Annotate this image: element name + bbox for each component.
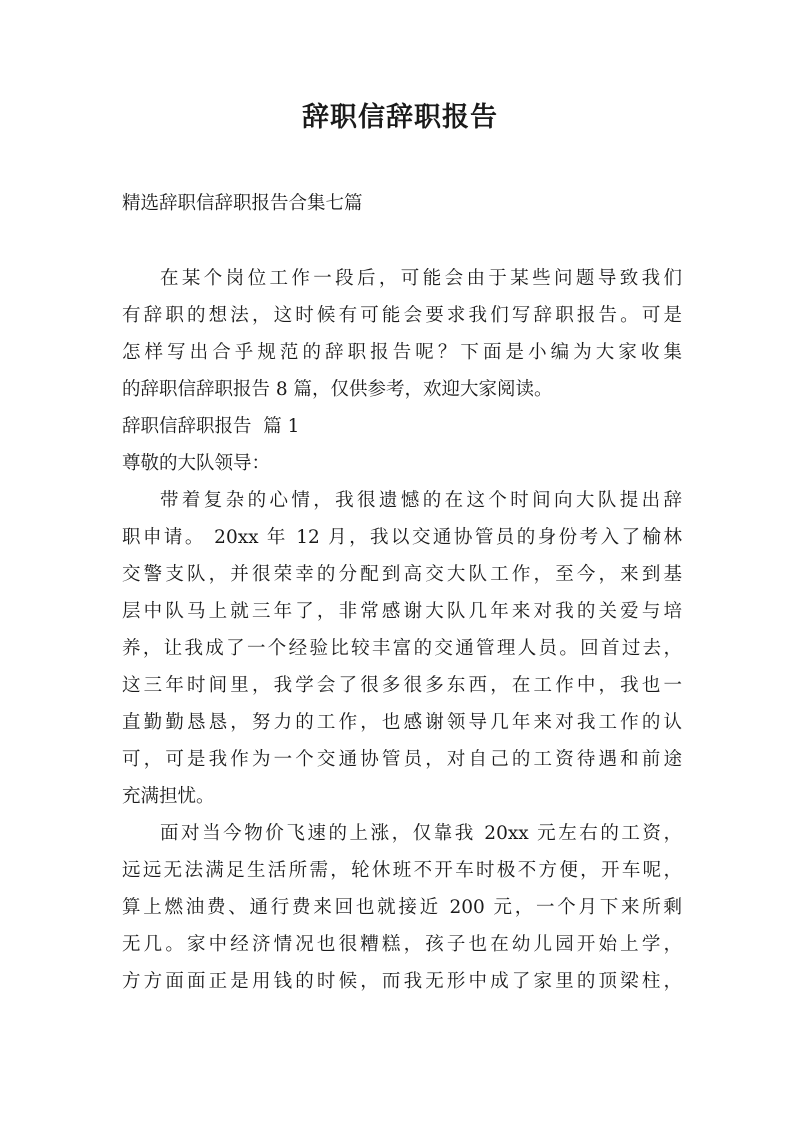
paragraph2-line: 面对当今物价飞速的上涨，仅靠我 20xx 元左右的工资， [160,823,682,844]
intro-line: 怎样写出合乎规范的辞职报告呢？下面是小编为大家收集 [122,342,682,363]
intro-line: 在某个岗位工作一段后，可能会由于某些问题导致我们 [160,268,682,289]
intro-line: 有辞职的想法，这时候有可能会要求我们写辞职报告。可是 [122,305,682,326]
section-heading: 辞职信辞职报告 篇 1 [122,416,300,437]
paragraph1-line: 这三年时间里，我学会了很多很多东西，在工作中，我也一 [122,675,682,696]
document-subtitle: 精选辞职信辞职报告合集七篇 [122,193,363,214]
paragraph1-line: 可，可是我作为一个交通协管员，对自己的工资待遇和前途 [122,749,682,770]
paragraph1-line: 充满担忧。 [122,786,215,807]
paragraph2-line: 无几。家中经济情况也很糟糕，孩子也在幼儿园开始上学， [122,934,682,955]
paragraph2-line: 算上燃油费、通行费来回也就接近 200 元，一个月下来所剩 [122,897,682,918]
salutation: 尊敬的大队领导： [122,453,271,474]
intro-line: 的辞职信辞职报告 8 篇，仅供参考，欢迎大家阅读。 [122,379,553,400]
paragraph2-line: 远远无法满足生活所需，轮休班不开车时极不方便，开车呢， [122,860,682,881]
paragraph2-line: 方方面面正是用钱的时候，而我无形中成了家里的顶梁柱， [122,971,682,992]
document-title: 辞职信辞职报告 [302,102,498,133]
paragraph1-line: 层中队马上就三年了，非常感谢大队几年来对我的关爱与培 [122,601,682,622]
paragraph1-line: 职申请。 20xx 年 12 月，我以交通协管员的身份考入了榆林 [122,527,682,548]
paragraph1-line: 直勤勤恳恳，努力的工作，也感谢领导几年来对我工作的认 [122,712,682,733]
paragraph1-line: 养，让我成了一个经验比较丰富的交通管理人员。回首过去， [122,638,682,659]
paragraph1-line: 交警支队，并很荣幸的分配到高交大队工作，至今，来到基 [122,564,682,585]
paragraph1-line: 带着复杂的心情，我很遗憾的在这个时间向大队提出辞 [160,490,682,511]
